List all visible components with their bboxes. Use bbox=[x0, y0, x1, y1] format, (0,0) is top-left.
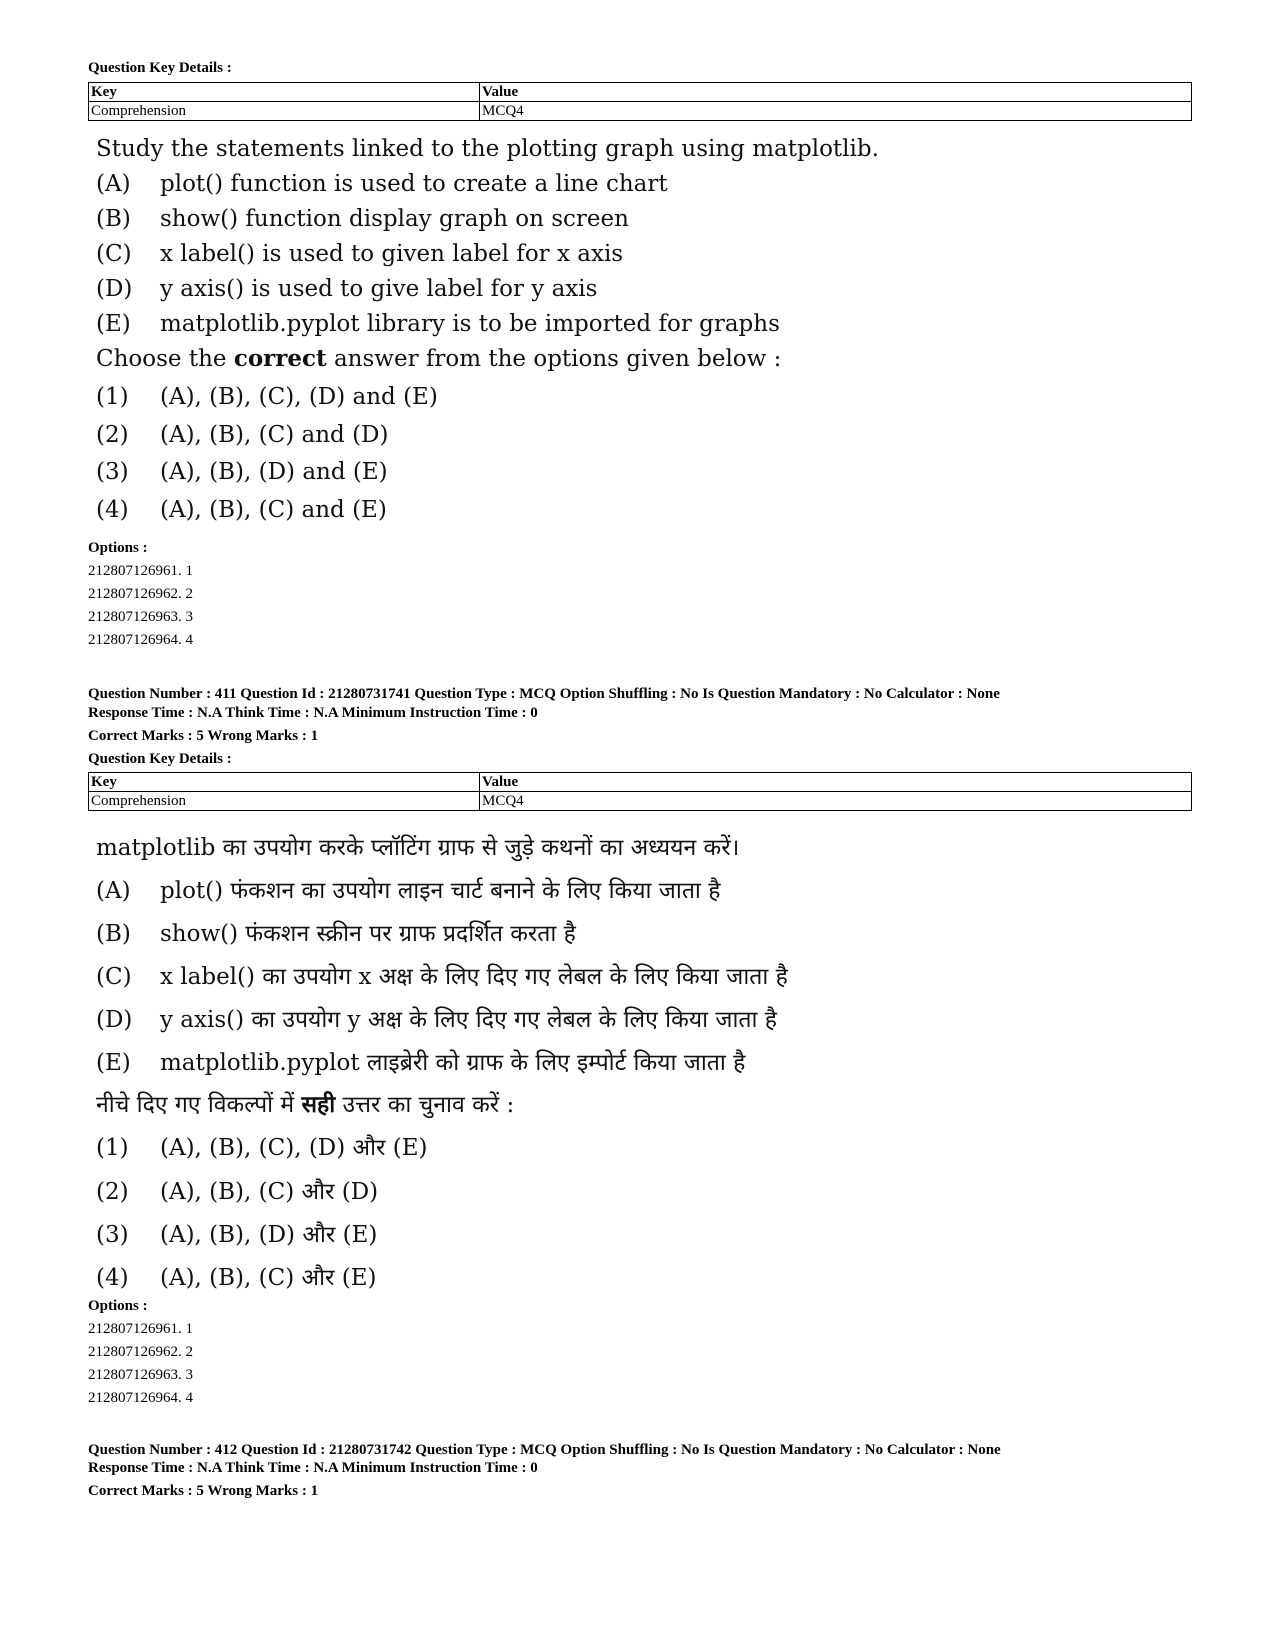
statement-text: show() function display graph on screen bbox=[160, 206, 629, 232]
table-header-key: Key bbox=[89, 773, 480, 792]
answer-text: (A), (B), (D) and (E) bbox=[160, 459, 388, 485]
table-header-key: Key bbox=[89, 83, 480, 102]
statement-text: matplotlib.pyplot library is to be imported for graphs bbox=[160, 311, 780, 337]
q1-answer-1 bbox=[96, 384, 438, 410]
q411-answer-4 bbox=[96, 1260, 377, 1292]
answer-text: (A), (B), (C) and (E) bbox=[160, 497, 387, 523]
q1-choose-instruction bbox=[96, 345, 781, 372]
statement-text: x label() is used to given label for x axis bbox=[160, 241, 624, 267]
q1-statement-d bbox=[96, 276, 597, 302]
q411-statement-c bbox=[96, 959, 788, 991]
choose-bold: सही bbox=[301, 1091, 336, 1118]
table-cell-value: MCQ4 bbox=[480, 792, 1192, 811]
statement-text: y axis() is used to give label for y axis bbox=[160, 276, 598, 302]
q411-stem: matplotlib का उपयोग करके प्लॉटिंग ग्राफ से जुड़े कथनों का अध्ययन करें। bbox=[96, 835, 740, 861]
q1-statement-c bbox=[96, 241, 623, 267]
statement-label: (D) bbox=[96, 1007, 133, 1033]
choose-prefix: Choose the bbox=[96, 346, 234, 372]
choose-prefix: नीचे दिए गए विकल्पों में bbox=[96, 1092, 302, 1118]
q1-statement-e bbox=[96, 311, 780, 337]
statement-label: (D) bbox=[96, 276, 133, 302]
statement-label: (A) bbox=[96, 171, 131, 197]
answer-text: (A), (B), (D) और (E) bbox=[160, 1222, 378, 1248]
q1-stem: Study the statements linked to the plotting graph using matplotlib. bbox=[96, 136, 879, 162]
answer-label: (2) bbox=[96, 1179, 129, 1205]
table-row bbox=[89, 792, 1192, 811]
q411-statement-d bbox=[96, 1002, 777, 1034]
q1-answer-3 bbox=[96, 459, 388, 485]
answer-label: (4) bbox=[96, 1265, 129, 1291]
q411-option-4: 212807126964. 4 bbox=[88, 1390, 193, 1406]
table-row bbox=[89, 102, 1192, 121]
statement-text: plot() function is used to create a line chart bbox=[160, 171, 668, 197]
table-cell-key: Comprehension bbox=[89, 102, 480, 121]
q1-statement-a bbox=[96, 171, 668, 197]
q412-header-line1: Question Number : 412 Question Id : 21280731742 Question Type : MCQ Option Shuffling : No Is Question Mandatory : No Calculator : None bbox=[88, 1442, 1001, 1458]
statement-label: (C) bbox=[96, 241, 132, 267]
q1-option-4: 212807126964. 4 bbox=[88, 632, 193, 648]
q1-statement-b bbox=[96, 206, 629, 232]
q411-answer-2 bbox=[96, 1174, 378, 1206]
statement-text: matplotlib.pyplot लाइब्रेरी को ग्राफ के लिए इम्पोर्ट किया जाता है bbox=[160, 1050, 746, 1076]
answer-label: (3) bbox=[96, 459, 129, 485]
q411-choose-instruction bbox=[96, 1087, 514, 1119]
statement-text: plot() फंकशन का उपयोग लाइन चार्ट बनाने के लिए किया जाता है bbox=[160, 878, 721, 904]
table-header-value: Value bbox=[480, 83, 1192, 102]
choose-bold: correct bbox=[233, 345, 327, 372]
q1-options-label: Options : bbox=[88, 540, 148, 556]
choose-suffix: उत्तर का चुनाव करें : bbox=[335, 1092, 515, 1118]
table-header-row bbox=[89, 773, 1192, 792]
answer-label: (4) bbox=[96, 497, 129, 523]
q411-header-line1: Question Number : 411 Question Id : 21280731741 Question Type : MCQ Option Shuffling : No Is Question Mandatory : No Calculator : None bbox=[88, 686, 1000, 702]
statement-label: (C) bbox=[96, 964, 132, 990]
q412-header-line2: Response Time : N.A Think Time : N.A Minimum Instruction Time : 0 bbox=[88, 1460, 538, 1476]
q412-marks: Correct Marks : 5 Wrong Marks : 1 bbox=[88, 1483, 319, 1499]
statement-label: (A) bbox=[96, 878, 131, 904]
q411-marks: Correct Marks : 5 Wrong Marks : 1 bbox=[88, 728, 319, 744]
statement-label: (E) bbox=[96, 311, 131, 337]
q411-statement-e bbox=[96, 1045, 745, 1077]
q1-answer-4 bbox=[96, 497, 387, 523]
q411-option-3: 212807126963. 3 bbox=[88, 1367, 193, 1383]
statement-label: (B) bbox=[96, 206, 131, 232]
q411-key-table bbox=[88, 772, 1192, 811]
q1-option-1: 212807126961. 1 bbox=[88, 563, 193, 579]
answer-label: (2) bbox=[96, 422, 129, 448]
answer-text: (A), (B), (C) और (D) bbox=[160, 1179, 379, 1205]
q411-answer-3 bbox=[96, 1217, 377, 1249]
answer-label: (3) bbox=[96, 1222, 129, 1248]
q1-key-table bbox=[88, 82, 1192, 121]
statement-label: (B) bbox=[96, 921, 131, 947]
q411-options-label: Options : bbox=[88, 1298, 148, 1314]
choose-suffix: answer from the options given below : bbox=[326, 346, 782, 372]
answer-label: (1) bbox=[96, 1135, 129, 1161]
q411-statement-a bbox=[96, 873, 720, 905]
q411-option-2: 212807126962. 2 bbox=[88, 1344, 193, 1360]
q1-option-2: 212807126962. 2 bbox=[88, 586, 193, 602]
statement-text: y axis() का उपयोग y अक्ष के लिए दिए गए लेबल के लिए किया जाता है bbox=[160, 1007, 778, 1033]
q411-option-1: 212807126961. 1 bbox=[88, 1321, 193, 1337]
table-cell-value: MCQ4 bbox=[480, 102, 1192, 121]
q411-header-line2: Response Time : N.A Think Time : N.A Minimum Instruction Time : 0 bbox=[88, 705, 538, 721]
answer-text: (A), (B), (C) and (D) bbox=[160, 422, 389, 448]
q1-answer-2 bbox=[96, 422, 388, 448]
statement-text: x label() का उपयोग x अक्ष के लिए दिए गए लेबल के लिए किया जाता है bbox=[160, 964, 788, 990]
q1-key-details-label: Question Key Details : bbox=[88, 60, 232, 76]
table-cell-key: Comprehension bbox=[89, 792, 480, 811]
q411-statement-b bbox=[96, 916, 576, 948]
table-header-value: Value bbox=[480, 773, 1192, 792]
statement-label: (E) bbox=[96, 1050, 131, 1076]
q411-answer-1 bbox=[96, 1130, 428, 1162]
answer-label: (1) bbox=[96, 384, 129, 410]
answer-text: (A), (B), (C), (D) and (E) bbox=[160, 384, 438, 410]
table-header-row bbox=[89, 83, 1192, 102]
answer-text: (A), (B), (C) और (E) bbox=[160, 1265, 377, 1291]
q411-key-details-label: Question Key Details : bbox=[88, 751, 232, 767]
answer-text: (A), (B), (C), (D) और (E) bbox=[160, 1135, 428, 1161]
statement-text: show() फंकशन स्क्रीन पर ग्राफ प्रदर्शित करता है bbox=[160, 921, 576, 947]
q1-option-3: 212807126963. 3 bbox=[88, 609, 193, 625]
